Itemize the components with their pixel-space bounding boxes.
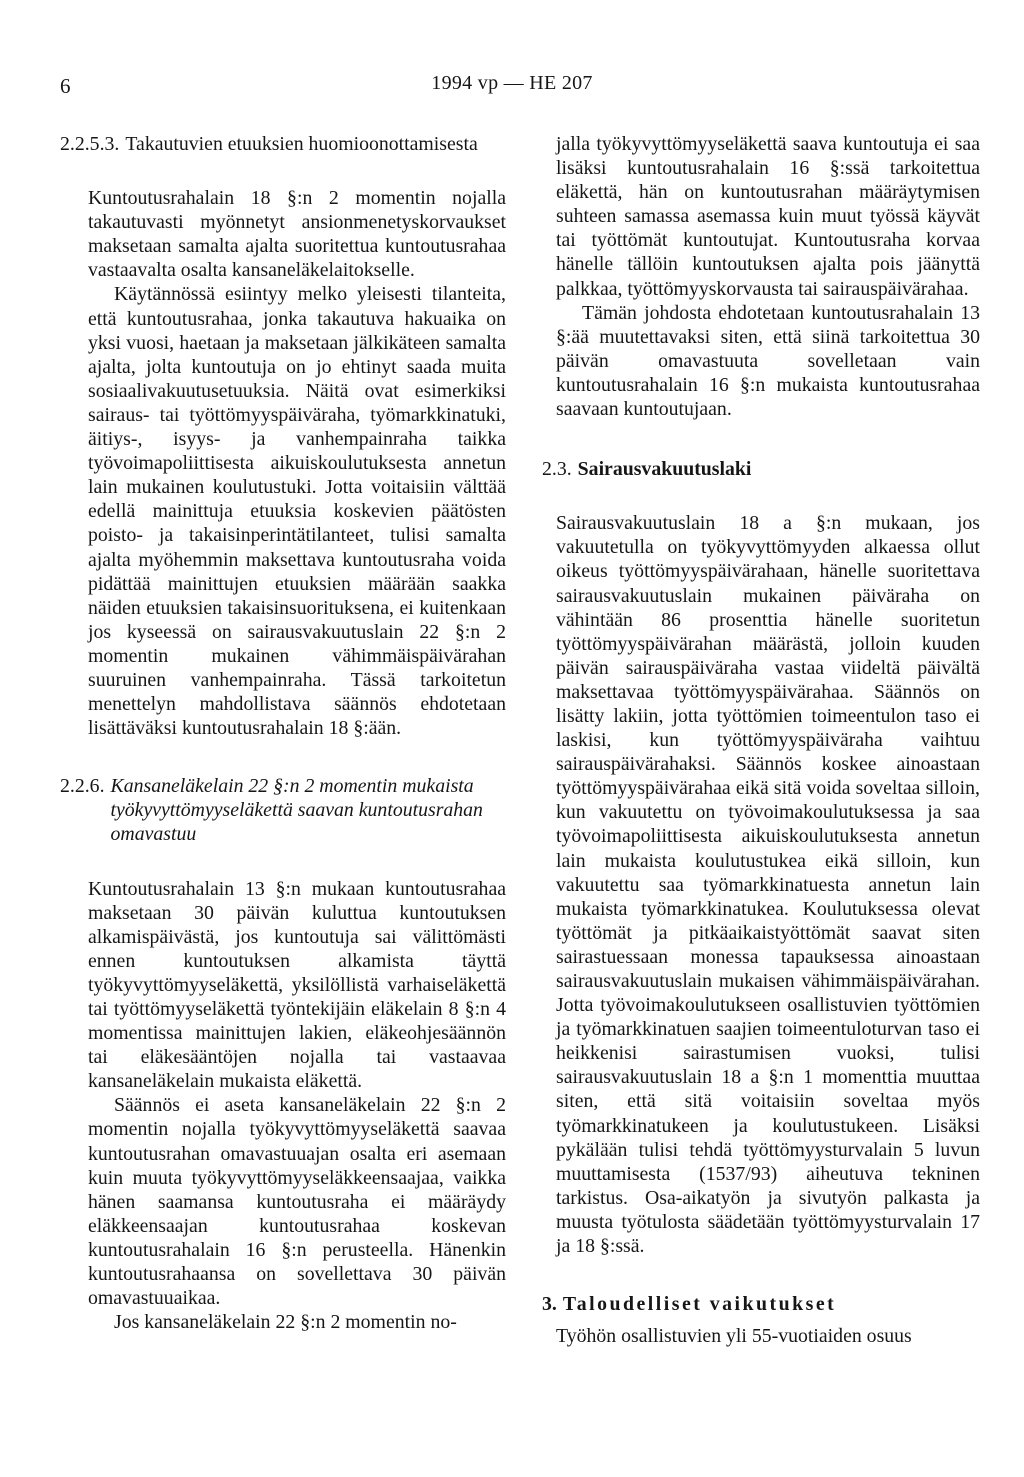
section-number: 2.2.6. xyxy=(60,775,105,798)
paragraph: Jos kansaneläkelain 22 §:n 2 momentin no- xyxy=(114,1311,457,1334)
section-number: 2.3. xyxy=(542,458,572,481)
right-column xyxy=(542,132,980,1348)
paragraph: Työhön osallistuvien yli 55-vuotiaiden osuus xyxy=(556,1325,912,1348)
section-heading-2-3 xyxy=(542,457,980,481)
paragraph: Kuntoutusrahalain 13 §:n mukaan kuntoutusrahaa maksetaan 30 päivän kuluttua kuntoutuksen alkamispäivästä, jos kuntoutuja sai välittömästi ennen kuntoutuksen alkamista täyttä työkyvyttömyyseläkettä, yksilöllistä varhaiseläkettä tai työttömyyseläkettä työntekijäin eläkelain 8 §:n 4 momentissa mainittujen lakien, eläkeohjesäännön tai eläkesääntöjen nojalla tai vastaavaa kansaneläkelain mukaista eläkettä. xyxy=(88,877,506,1093)
section-number: 3. xyxy=(542,1293,557,1316)
paragraph: Sairausvakuutuslain 18 a §:n mukaan, jos vakuutetulla on työkyvyttömyyden alkaessa ollut oikeus työttömyyspäivärahaan, hänelle suoritettava sairausvakuutuslain mukainen päiväraha on vähintään 86 prosenttia hänelle suoritetun työttömyyspäivärahan määrästä, jolloin kuuden päivän sairauspäiväraha vastaa viideltä päivältä maksettavaa työttömyyspäivärahaa. Säännös on lisätty lakiin, jotta työttömien toimeentulon taso ei laskisi, kun työttömyyspäiväraha vaihtuu sairauspäivärahaksi. Säännös koskee ainoastaan työttömyyspäivärahaa eikä sitä voida soveltaa silloin, kun vakuutettu on työvoimakoulutuksessa ja saa työvoimapoliittisesta aikuiskoulutuksesta annetun lain mukaista koulutustukea eikä silloin, kun vakuutettu saa työmarkkinatuesta annetun lain mukaista työmarkkinatukea. Koulutuksessa olevat työttömät ja pitkäaikaistyöttömät saavat siten sairastuessaan monessa tapauksessa ainoastaan sairausvakuutuslain mukaisen vähimmäispäivärahan. Jotta työvoimakoulutukseen osallistuvien työttömien ja työmarkkinatuen saajien toimeentuloturvan taso ei heikkenisi sairastumisen vuoksi, tulisi sairausvakuutuslain 18 a §:n 1 momenttia muuttaa siten, että sitä voitaisiin soveltaa myös työmarkkinatukeen ja koulutustukeen. Lisäksi pykälään tulisi tehdä työttömyysturvalain 5 luvun muuttamisesta (1537/93) aiheutuva tekninen tarkistus. Osa-aikatyön ja sivutyön palkasta ja muusta työtulosta säädetään työttömyysturvalain 17 ja 18 §:ssä. xyxy=(556,512,980,1258)
section-title: Takautuvien etuuksien huomioonottamisesta xyxy=(125,133,478,155)
paragraph: jalla työkyvyttömyyseläkettä saava kuntoutuja ei saa lisäksi kuntoutusrahalain 16 §:ssä tarkoitettua eläkettä, hän on kuntoutusrahan määräytymisen suhteen samassa asemassa kuin muut työssä käyvät tai työttömät kuntoutujat. Kuntoutusraha korvaa hänelle tällöin kuntoutuksen ajalta pois jäänyttä palkkaa, työttömyyskorvausta tai sairauspäivärahaa. xyxy=(556,133,980,300)
section-title: Sairausvakuutuslaki xyxy=(577,458,752,481)
paragraph: Kuntoutusrahalain 18 §:n 2 momentin nojalla takautuvasti myönnetyt ansionmenetyskorvaukset maksetaan samalta ajalta suoritettua kuntoutusrahaa vastaavalta osalta kansaneläkelaitokselle. xyxy=(88,187,506,282)
section-heading-2-2-5-3 xyxy=(60,132,506,156)
page-number: 6 xyxy=(60,74,71,98)
paragraph: Säännös ei aseta kansaneläkelain 22 §:n 2 momentin nojalla työkyvyttömyyseläkettä saavaa kuntoutusrahan omavastuuajan osalta eri asemaan kuin muuta työkyvyttömyyseläkkeensaajaa, vaikka hänen saamansa kuntoutusraha ei määräydy eläkkeensaajan kuntoutusrahaa koskevan kuntoutusrahalain 16 §:n perusteella. Hänenkin kuntoutusrahaansa on sovellettava 30 päivän omavastuuaikaa. xyxy=(88,1094,506,1310)
section-number: 2.2.5.3. xyxy=(60,133,120,155)
running-head: 1994 vp — HE 207 xyxy=(431,72,593,94)
paragraph: Käytännössä esiintyy melko yleisesti tilanteita, että kuntoutusrahaa, jonka takautuva hakuaika on yksi vuosi, haetaan ja maksetaan jälkikäteen samalta ajalta, jolta kuntoutuja on jo ehtinyt saada muita sosiaalivakuutusetuuksia. Näitä ovat esimerkiksi sairaus- tai työttömyyspäiväraha, työmarkkinatuki, äitiys-, isyys- ja vanhempainraha taikka työvoimapoliittisesta aikuiskoulutuksesta annetun lain mukainen koulutustuki. Jotta voitaisiin välttää edellä mainittuja etuuksia koskevien päätösten poisto- ja takaisinperintätilanteet, tulisi samalta ajalta myöhemmin maksettava kuntoutusraha voida pidättää mainittujen etuuksien määrään saakka näiden etuuksien takaisinsuorituksena, ei kuitenkaan jos kyseessä on sairausvakuutuslain 22 §:n 2 momentin mukainen vähimmäispäivärahan suuruinen vanhempainraha. Tässä tarkoitetun menettelyn mahdollistava säännös ehdotetaan lisättäväksi kuntoutusrahalain 18 §:ään. xyxy=(88,283,506,740)
section-title: Kansaneläkelain 22 §:n 2 momentin mukaista työkyvyttömyyseläkettä saavan kuntoutusrahan omavastuu xyxy=(110,775,483,846)
left-column xyxy=(60,132,506,1334)
paragraph: Tämän johdosta ehdotetaan kuntoutusrahalain 13 §:ää muutettavaksi siten, että siinä tarkoitettua 30 päivän omavastuuta sovelletaan vain kuntoutusrahalain 16 §:n mukaista kuntoutusrahaa saavaan kuntoutujaan. xyxy=(556,301,980,421)
section-heading-3 xyxy=(542,1292,980,1316)
section-title: Taloudelliset vaikutukset xyxy=(562,1293,837,1316)
section-heading-2-2-6 xyxy=(60,774,506,846)
